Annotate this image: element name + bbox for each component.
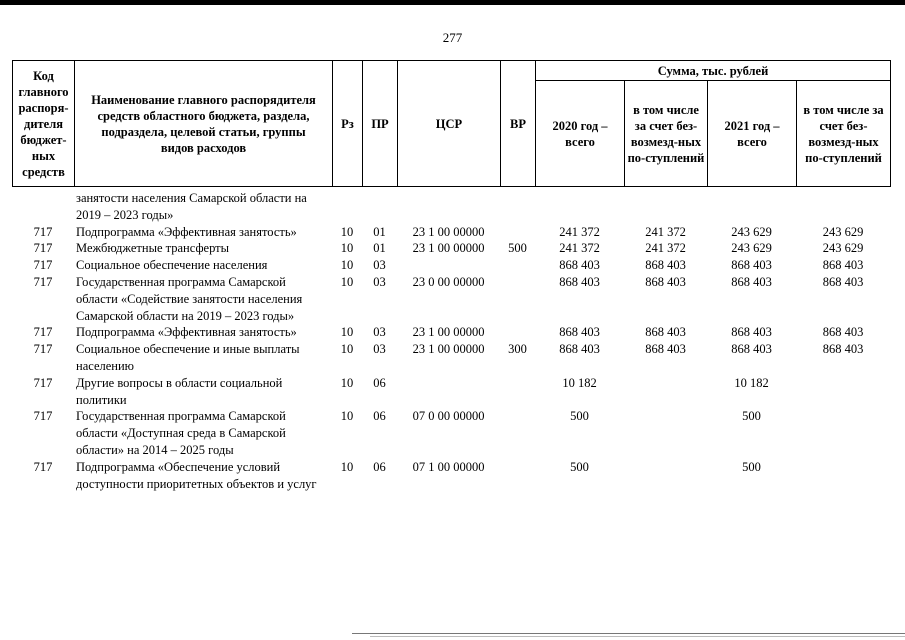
row-name: Социальное обеспечение и иные выплаты населению (76, 342, 300, 373)
table-row (12, 341, 890, 375)
row-grants-2020 (624, 408, 707, 458)
row-vr (500, 224, 535, 241)
row-csr: 23 1 00 00000 (412, 224, 485, 239)
page-number: 277 (442, 30, 463, 45)
row-sum-2021: 500 (742, 409, 761, 424)
row-grants-2021 (796, 459, 890, 493)
row-vr: 300 (508, 342, 527, 357)
table-row (12, 375, 890, 409)
row-code (12, 190, 74, 224)
row-code: 717 (33, 274, 53, 289)
row-name: Подпрограмма «Эффективная занятость» (76, 224, 297, 239)
row-name: Межбюджетные трансферты (76, 241, 230, 256)
row-vr (500, 324, 535, 341)
row-csr: 07 1 00 00000 (412, 459, 485, 474)
row-pr: 06 (373, 375, 386, 390)
row-name: Другие вопросы в области социальной политики (76, 375, 283, 407)
row-code: 717 (33, 258, 53, 273)
row-rz (332, 190, 362, 224)
row-vr (500, 375, 535, 409)
table-row (12, 408, 890, 458)
table-row (12, 190, 890, 224)
row-csr: 23 1 00 00000 (412, 241, 485, 256)
row-grants-2020 (624, 375, 707, 409)
row-grants-2021: 868 403 (822, 258, 864, 273)
row-grants-2020: 868 403 (645, 274, 686, 289)
row-grants-2021: 868 403 (822, 342, 864, 357)
row-grants-2021: 868 403 (822, 325, 864, 340)
row-rz: 10 (340, 375, 354, 390)
row-csr: 23 1 00 00000 (412, 325, 485, 340)
header-2021-grants: в том числе за счет без-возмезд-ных по-ступлений (797, 81, 891, 187)
row-sum-2020: 500 (570, 409, 589, 424)
row-rz: 10 (340, 224, 354, 239)
row-rz: 10 (340, 459, 354, 474)
row-vr (500, 408, 535, 458)
header-name: Наименование главного распорядителя средств областного бюджета, раздела, подраздела, целевой статьи, группы видов расходов (75, 61, 333, 187)
table-row (12, 240, 890, 257)
row-code: 717 (33, 459, 53, 474)
row-vr: 500 (508, 241, 527, 256)
bottom-rule (352, 633, 905, 634)
row-grants-2021: 868 403 (822, 274, 864, 289)
table-body (12, 190, 890, 492)
row-sum-2020: 500 (570, 459, 589, 474)
row-csr (397, 257, 500, 274)
row-vr (500, 274, 535, 324)
row-rz: 10 (340, 409, 354, 424)
header-2020-total: 2020 год – всего (536, 81, 625, 187)
row-grants-2021 (796, 408, 890, 458)
row-code: 717 (33, 375, 53, 390)
row-name: Государственная программа Самарской области «Содействие занятости населения Самарской области на 2019 – 2023 годы» (76, 274, 303, 323)
row-sum-2020: 868 403 (559, 274, 600, 289)
row-name: Подпрограмма «Обеспечение условий доступности приоритетных объектов и услуг (76, 459, 317, 491)
table-row (12, 459, 890, 493)
row-rz: 10 (340, 258, 354, 273)
bottom-rule-secondary (370, 636, 905, 637)
table-header (12, 60, 891, 187)
row-grants-2021: 243 629 (822, 241, 864, 256)
table-row (12, 274, 890, 324)
row-sum-2021 (707, 190, 796, 224)
row-sum-2020: 241 372 (559, 241, 600, 256)
row-csr: 23 1 00 00000 (412, 342, 485, 357)
row-sum-2021: 243 629 (731, 224, 772, 239)
row-sum-2021: 243 629 (731, 241, 772, 256)
row-vr (500, 459, 535, 493)
row-sum-2020: 241 372 (559, 224, 600, 239)
row-sum-2020: 868 403 (559, 325, 600, 340)
row-sum-2021: 10 182 (734, 375, 769, 390)
row-grants-2021: 243 629 (822, 224, 864, 239)
row-sum-2020: 868 403 (559, 258, 600, 273)
row-code: 717 (33, 325, 53, 340)
row-pr: 03 (373, 274, 386, 289)
row-code: 717 (33, 342, 53, 357)
row-sum-2021: 868 403 (731, 258, 772, 273)
row-pr: 01 (373, 241, 386, 256)
row-csr (397, 190, 500, 224)
table-row (12, 257, 890, 274)
row-sum-2021: 868 403 (731, 342, 772, 357)
row-rz: 10 (340, 274, 354, 289)
row-pr: 01 (373, 224, 386, 239)
header-csr: ЦСР (398, 61, 501, 187)
row-grants-2021 (796, 375, 890, 409)
row-vr (500, 257, 535, 274)
row-csr (397, 375, 500, 409)
row-sum-2021: 868 403 (731, 274, 772, 289)
row-sum-2020: 868 403 (559, 342, 600, 357)
header-vr: ВР (501, 61, 536, 187)
row-grants-2020: 241 372 (645, 224, 686, 239)
row-sum-2020: 10 182 (562, 375, 597, 390)
row-grants-2021 (796, 190, 890, 224)
row-rz: 10 (340, 342, 354, 357)
top-border-rule (0, 0, 905, 5)
row-pr: 03 (373, 325, 386, 340)
header-rz: Рз (333, 61, 363, 187)
row-pr: 06 (373, 459, 386, 474)
row-sum-2021: 868 403 (731, 325, 772, 340)
row-grants-2020 (624, 459, 707, 493)
row-grants-2020: 868 403 (645, 342, 686, 357)
row-grants-2020: 868 403 (645, 258, 686, 273)
row-rz: 10 (340, 241, 354, 256)
row-sum-2020 (535, 190, 624, 224)
row-vr (500, 190, 535, 224)
header-2021-total: 2021 год – всего (708, 81, 797, 187)
header-pr: ПР (363, 61, 398, 187)
row-pr: 03 (373, 342, 386, 357)
row-name: Государственная программа Самарской области «Доступная среда в Самарской области» на 2014 – 2025 годы (76, 409, 286, 457)
row-pr: 06 (373, 409, 386, 424)
row-grants-2020: 868 403 (645, 325, 686, 340)
header-sum: Сумма, тыс. рублей (536, 61, 891, 81)
row-csr: 23 0 00 00000 (412, 274, 485, 289)
row-csr: 07 0 00 00000 (412, 409, 485, 424)
table-row (12, 324, 890, 341)
row-name: занятости населения Самарской области на 2019 – 2023 годы» (76, 191, 307, 222)
row-name: Подпрограмма «Эффективная занятость» (76, 325, 297, 340)
row-sum-2021: 500 (742, 459, 761, 474)
row-code: 717 (33, 241, 53, 256)
row-code: 717 (33, 409, 53, 424)
row-code: 717 (33, 224, 53, 239)
row-grants-2020: 241 372 (645, 241, 686, 256)
row-rz: 10 (340, 325, 354, 340)
header-2020-grants: в том числе за счет без-возмезд-ных по-ступлений (625, 81, 708, 187)
row-pr (362, 190, 397, 224)
row-grants-2020 (624, 190, 707, 224)
table-row (12, 224, 890, 241)
row-name: Социальное обеспечение населения (76, 258, 268, 273)
header-code: Код главного распоря-дителя бюджет-ных средств (13, 61, 75, 187)
row-pr: 03 (373, 258, 386, 273)
